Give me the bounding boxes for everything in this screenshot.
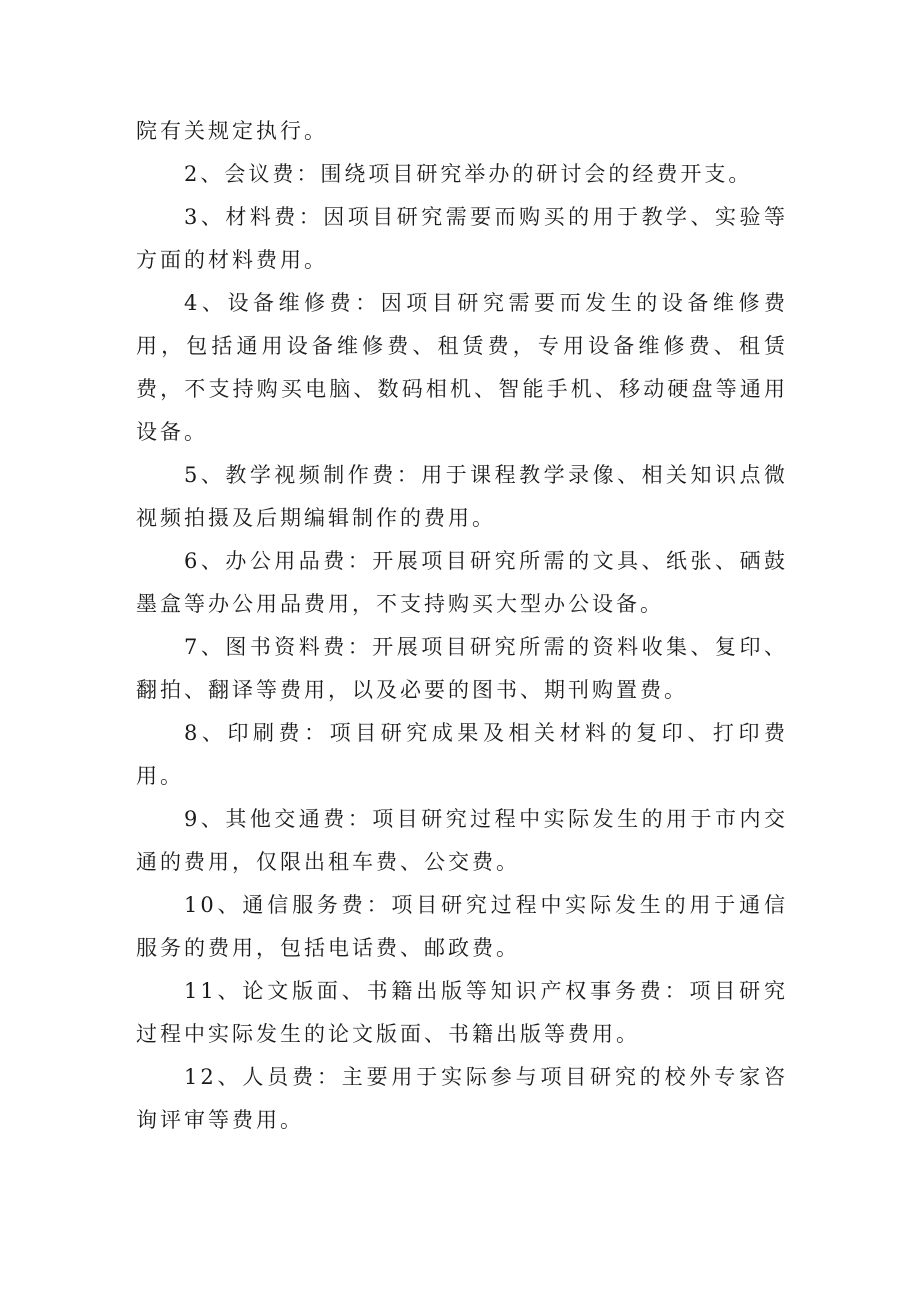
document-body <box>136 110 788 1142</box>
paragraph-transport-fee: 9、其他交通费：项目研究过程中实际发生的用于市内交通的费用，仅限出租车费、公交费。 <box>136 807 788 874</box>
paragraph-continuation: 院有关规定执行。 <box>136 119 328 143</box>
paragraph-ip-affairs-fee: 11、论文版面、书籍出版等知识产权事务费：项目研究过程中实际发生的论文版面、书籍出版等费用。 <box>136 979 788 1046</box>
paragraph-printing-fee: 8、印刷费：项目研究成果及相关材料的复印、打印费用。 <box>136 721 788 788</box>
paragraph-books-materials-fee: 7、图书资料费：开展项目研究所需的资料收集、复印、翻拍、翻译等费用，以及必要的图书、期刊购置费。 <box>136 635 788 702</box>
paragraph-equipment-repair-fee: 4、设备维修费：因项目研究需要而发生的设备维修费用，包括通用设备维修费、租赁费，专用设备维修费、租赁费，不支持购买电脑、数码相机、智能手机、移动硬盘等通用设备。 <box>136 291 788 444</box>
paragraph-meeting-fee: 2、会议费：围绕项目研究举办的研讨会的经费开支。 <box>184 162 753 186</box>
paragraph-communication-fee: 10、通信服务费：项目研究过程中实际发生的用于通信服务的费用，包括电话费、邮政费。 <box>136 893 788 960</box>
paragraph-personnel-fee: 12、人员费：主要用于实际参与项目研究的校外专家咨询评审等费用。 <box>136 1065 788 1132</box>
paragraph-video-production-fee: 5、教学视频制作费：用于课程教学录像、相关知识点微视频拍摄及后期编辑制作的费用。 <box>136 463 788 530</box>
paragraph-office-supplies-fee: 6、办公用品费：开展项目研究所需的文具、纸张、硒鼓墨盒等办公用品费用，不支持购买大型办公设备。 <box>136 549 788 616</box>
paragraph-material-fee: 3、材料费：因项目研究需要而购买的用于教学、实验等方面的材料费用。 <box>136 205 788 272</box>
